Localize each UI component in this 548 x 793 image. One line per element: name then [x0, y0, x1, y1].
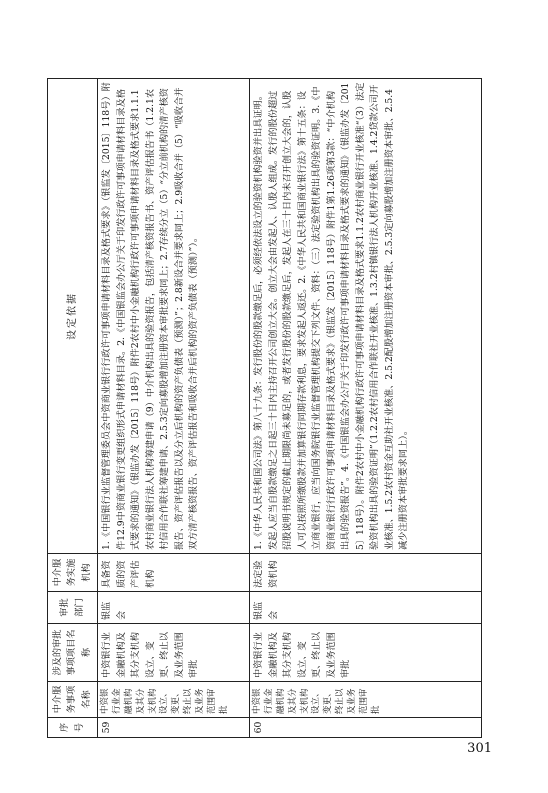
row-approval-item: 中资银行业金融机构及其分支机构设立、变更、终止以及业务范围审批 — [98, 624, 250, 682]
row-approval-item: 中资银行业金融机构及其分支机构设立、变更、终止以及业务范围审批 — [250, 624, 482, 682]
header-agency: 中介服务实施机构 — [48, 554, 98, 592]
row-approval-dept: 银监会 — [98, 592, 250, 624]
header-approval-item: 涉及的审批事项项目名称 — [48, 624, 98, 682]
row-basis: 1.《中华人民共和国公司法》第八十九条：发行股份的股款缴足后，必须经依法设立的验资机构验资并出具证明。发起人应当自股款缴足之日起三十日内主持召开公司创立大会。创立大会由发起人、认股人组成。发行的股份超过招股说明书规定的截止期限尚未募足的，或者发行股份的股款缴足后，发起人在三十日内未召开创立大会的，认股人可以按照所缴股款并加算银行同期存款利息，要求发起人返还。2.《中华人民共和国商业银行法》第十五条：设立商业银行，应当向国务院银行业监督管理机构提交下列文件、资料：（三）法定验资机构出具的验资证明。3.《中资商业银行行政许可事项申请材料目录及格式要求》（银监发〔2015〕118号）附件1第1.26项第3款：“中介机构出具的验资报告”。4.《中国银监会办公厅关于印发行政许可事项申请材料目录及格式要求的通知》（银监办发〔2015〕118号）。附件2农村中小金融机构行政许可事项申请材料目录及格式要求1.1.2农村商业银行开业核准“（3）法定验资机构出具的验资证明”（1.2.2农村信用合作联社开业核准、1.3.2村镇银行法人机构开业核准、1.4.2贷款公司开业核准、1.5.2农村资金互助社开业核准、2.5.2配股增加注册资本审批、2.5.3定向募股增加注册资本审批、2.5.4减少注册资本审批要求同上）。 — [250, 79, 482, 554]
rotated-page-content — [47, 78, 482, 738]
table-row — [98, 79, 250, 738]
page-number: 301 — [467, 741, 492, 756]
table-header-row — [48, 79, 98, 738]
header-intermediary-name: 中介服务事项名称 — [48, 682, 98, 718]
header-seq: 序号 — [48, 718, 98, 738]
row-seq: 60 — [250, 718, 482, 738]
table-row — [250, 79, 482, 738]
row-approval-dept: 银监会 — [250, 592, 482, 624]
approval-items-table — [47, 78, 482, 738]
row-agency: 具备资质的资产评估机构 — [98, 554, 250, 592]
header-approval-dept: 审批部门 — [48, 592, 98, 624]
row-intermediary-name: 中资银行业金融机构及其分支机构设立、变更、终止以及业务范围审批 — [250, 682, 482, 718]
row-intermediary-name: 中资银行业金融机构及其分支机构设立、变更、终止以及业务范围审批 — [98, 682, 250, 718]
row-agency: 法定验资机构 — [250, 554, 482, 592]
header-basis: 设定依据 — [48, 79, 98, 554]
row-seq: 59 — [98, 718, 250, 738]
row-basis: 1.《中国银行业监督管理委员会中资商业银行行政许可事项申请材料目录及格式要求》（银监发〔2015〕118号）附件12.9中资商业银行变更组织形式申请材料目录。2.《中国银监会办公厅关于印发行政许可事项申请材料目录及格式要求的通知》（银监办发〔2015〕118号）附件2农村中小金融机构行政许可事项申请材料目录及格式要求1.1.1农村商业银行法人机构筹建申请（9）中介机构出具的验资报告，包括清产核资报告书、资产评估报告书（1.2.1农村信用合作联社筹建申请、2.5.3定向募股增加注册资本审批要求同上；2.7存续分立（5）“分立前机构的清产核资报告、资产评估报告以及分立后机构的资产负债表（预测）”；2.8新设合并要求同上；2.9吸收合并（5）“吸收合并双方清产核资报告、资产评估报告和吸收合并后机构的资产负债表（预测）”）。 — [98, 79, 250, 554]
